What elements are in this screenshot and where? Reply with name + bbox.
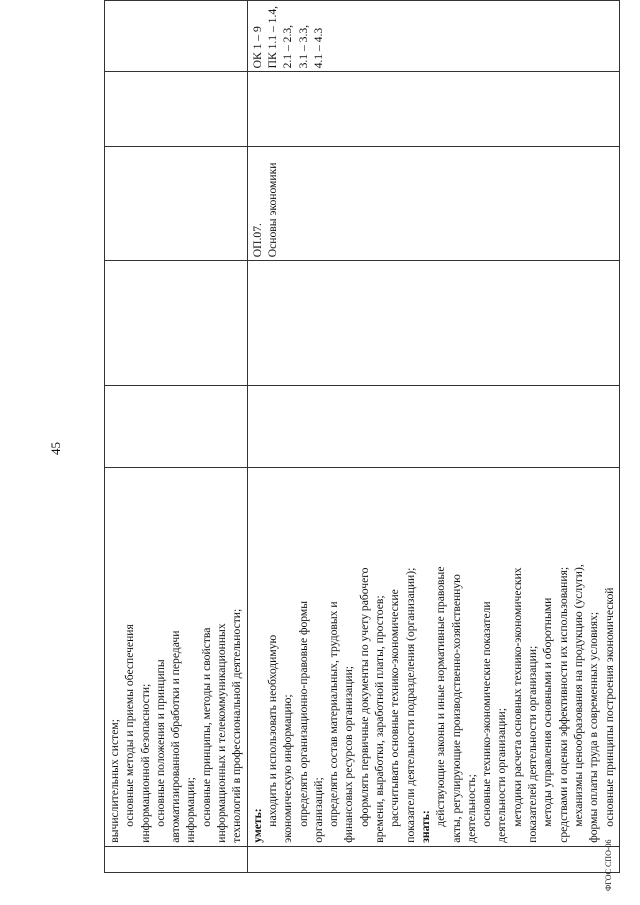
text-line: основные методы и приемы обеспечения [123, 624, 137, 827]
text-line: организаций; [311, 777, 325, 843]
competency-line: 3.1 – 3.3, [296, 24, 310, 69]
text-line: средствами и оценки эффективности их использования; [556, 566, 570, 843]
table-cell-empty [247, 72, 619, 147]
text-line: акты, регулирующие производственно-хозяйственную [449, 574, 463, 843]
text-line: информационной безопасности; [138, 683, 152, 843]
table-cell-empty [105, 385, 248, 467]
text-line: времени, выработки, заработной платы, простоев; [373, 595, 387, 843]
table-cell-empty [247, 385, 619, 467]
text-line: действующие законы и иные нормативные правовые [434, 566, 448, 827]
competency-line: 2.1 – 2.3, [281, 24, 295, 69]
competency-table [104, 0, 620, 873]
text-line: основные положения и принципы [153, 659, 167, 827]
table-row [247, 1, 619, 873]
requirements-cell [247, 468, 619, 846]
text-line: информации; [184, 777, 198, 843]
text-line: уметь: [250, 808, 264, 843]
text-line: рассчитывать основные технико-экономические [388, 589, 402, 827]
discipline-cell [247, 147, 619, 261]
text-line: основные технико-экономические показатели [480, 601, 494, 827]
document-footer: ФГОС СПО-06 [604, 839, 613, 891]
text-line: методы управления основными и оборотными [541, 597, 555, 827]
discipline-name: Основы экономики [265, 162, 279, 258]
text-line: формы оплаты труда в современных условиях; [587, 611, 601, 843]
text-line: знать: [418, 810, 432, 843]
table-cell-empty [105, 846, 248, 872]
text-line: вычислительных систем; [108, 719, 121, 843]
text-line: находить и использовать необходимую [265, 634, 279, 827]
page-number: 45 [48, 442, 63, 455]
table-row [105, 1, 248, 873]
text-line: автоматизированной обработки и передачи [169, 630, 183, 843]
text-line: информационных и телекоммуникационных [215, 623, 229, 843]
text-line: показатели деятельности подразделения (организации); [403, 567, 417, 843]
text-line: определять состав материальных, трудовых и [327, 601, 341, 827]
table-cell-empty [247, 846, 619, 872]
competency-line: ПК 1.1 – 1.4, [265, 5, 279, 69]
table-cell-empty [105, 1, 248, 72]
text-line: оформлять первичные документы по учету рабочего [357, 567, 371, 827]
text-line: механизмы ценообразования на продукцию (услуги), [571, 564, 585, 827]
table-cell-empty [247, 261, 619, 386]
text-line: показателей деятельности организации; [526, 645, 540, 843]
table-cell-empty [105, 147, 248, 261]
text-line: деятельность; [464, 774, 478, 843]
text-line: технологий в профессиональной деятельности; [230, 608, 244, 843]
text-line: экономическую информацию; [281, 694, 295, 843]
text-line: деятельности организации; [495, 708, 509, 843]
requirements-cell [105, 468, 248, 846]
table-cell-empty [105, 72, 248, 147]
competencies-cell [247, 1, 619, 72]
text-line: основные принципы построения экономической [602, 587, 616, 827]
text-line: определять организационно-правовые формы [296, 600, 310, 827]
table-cell-empty [105, 261, 248, 386]
text-line: финансовых ресурсов организации; [342, 665, 356, 843]
text-line: основные принципы, методы и свойства [199, 627, 213, 827]
discipline-code: ОП.07. [250, 223, 264, 258]
competency-line: 4.1 – 4.3 [311, 27, 325, 69]
competency-line: ОК 1 – 9 [250, 26, 264, 69]
text-line: методики расчета основных технико-экономических [510, 567, 524, 827]
